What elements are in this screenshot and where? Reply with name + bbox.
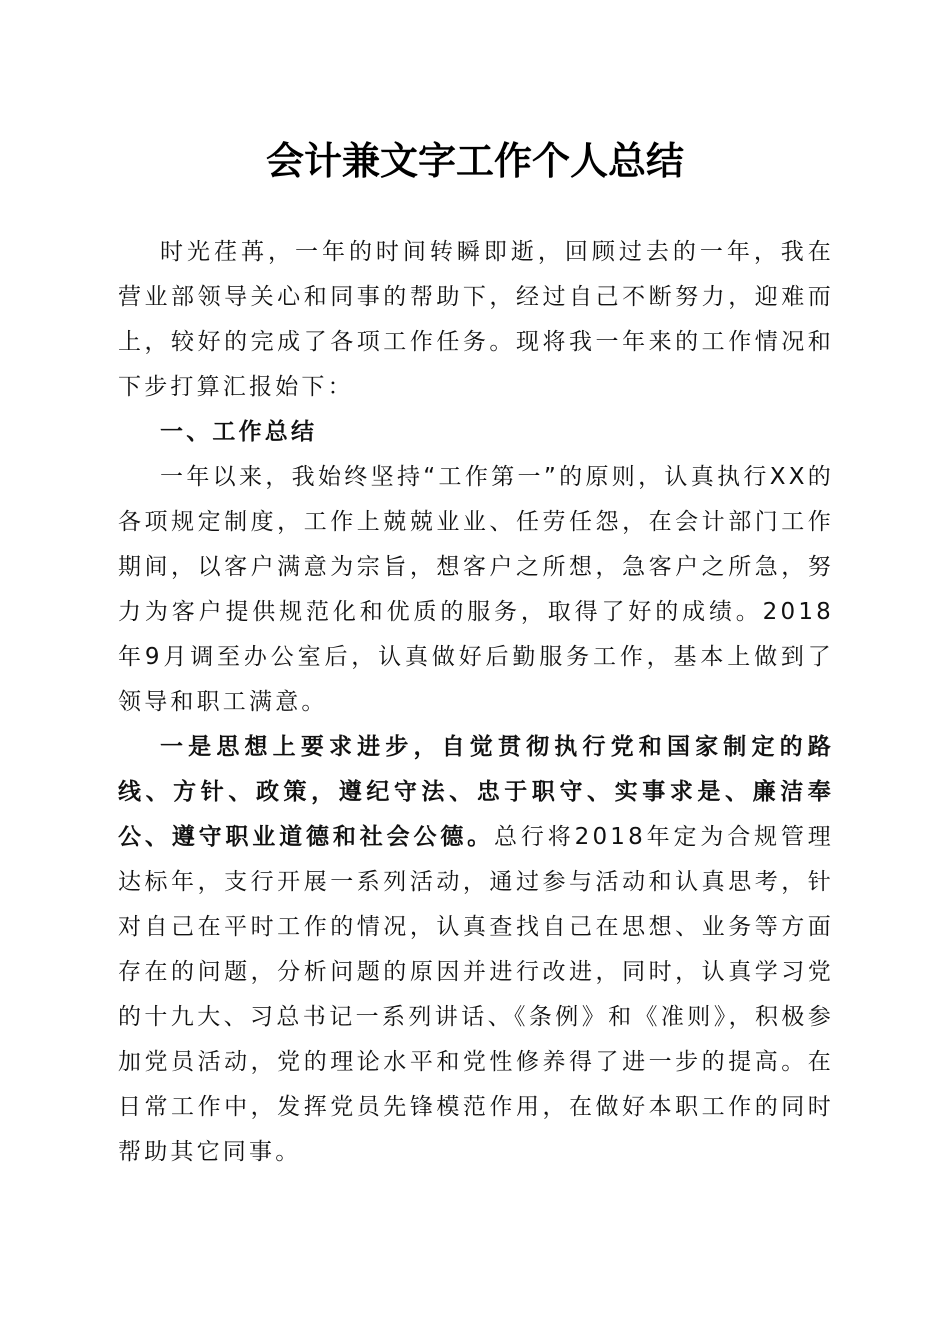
- section-paragraph: 一年以来，我始终坚持“工作第一”的原则，认真执行XX的各项规定制度，工作上兢兢业业、任劳任怨，在会计部门工作期间，以客户满意为宗旨，想客户之所想，急客户之所急，努力为客户提供规范化和优质的服务，取得了好的成绩。2018年9月调至办公室后，认真做好后勤服务工作，基本上做到了领导和职工满意。: [118, 464, 834, 715]
- page-title: 会计兼文字工作个人总结: [265, 138, 684, 183]
- intro-paragraph: 时光荏苒，一年的时间转瞬即逝，回顾过去的一年，我在营业部领导关心和同事的帮助下，经过自己不断努力，迎难而上，较好的完成了各项工作任务。现将我一年来的工作情况和下步打算汇报始下：: [118, 239, 834, 400]
- document-body: [118, 230, 834, 1175]
- point-paragraph: [118, 725, 834, 1175]
- point-lead-text: 一是思想上要求进步，自觉贯彻执行党和国家制定的路线、方针、政策，遵纪守法、忠于职守、实事求是、廉洁奉公、遵守职业道德和社会公德。: [118, 734, 834, 850]
- section-heading: 一、工作总结: [160, 419, 318, 445]
- point-body-text: 总行将2018年定为合规管理达标年，支行开展一系列活动，通过参与活动和认真思考，针对自己在平时工作的情况，认真查找自己在思想、业务等方面存在的问题，分析问题的原因并进行改进，同时，认真学习党的十九大、习总书记一系列讲话、《条例》和《准则》，积极参加党员活动，党的理论水平和党性修养得了进一步的提高。在日常工作中，发挥党员先锋模范作用，在做好本职工作的同时帮助其它同事。: [118, 824, 834, 1165]
